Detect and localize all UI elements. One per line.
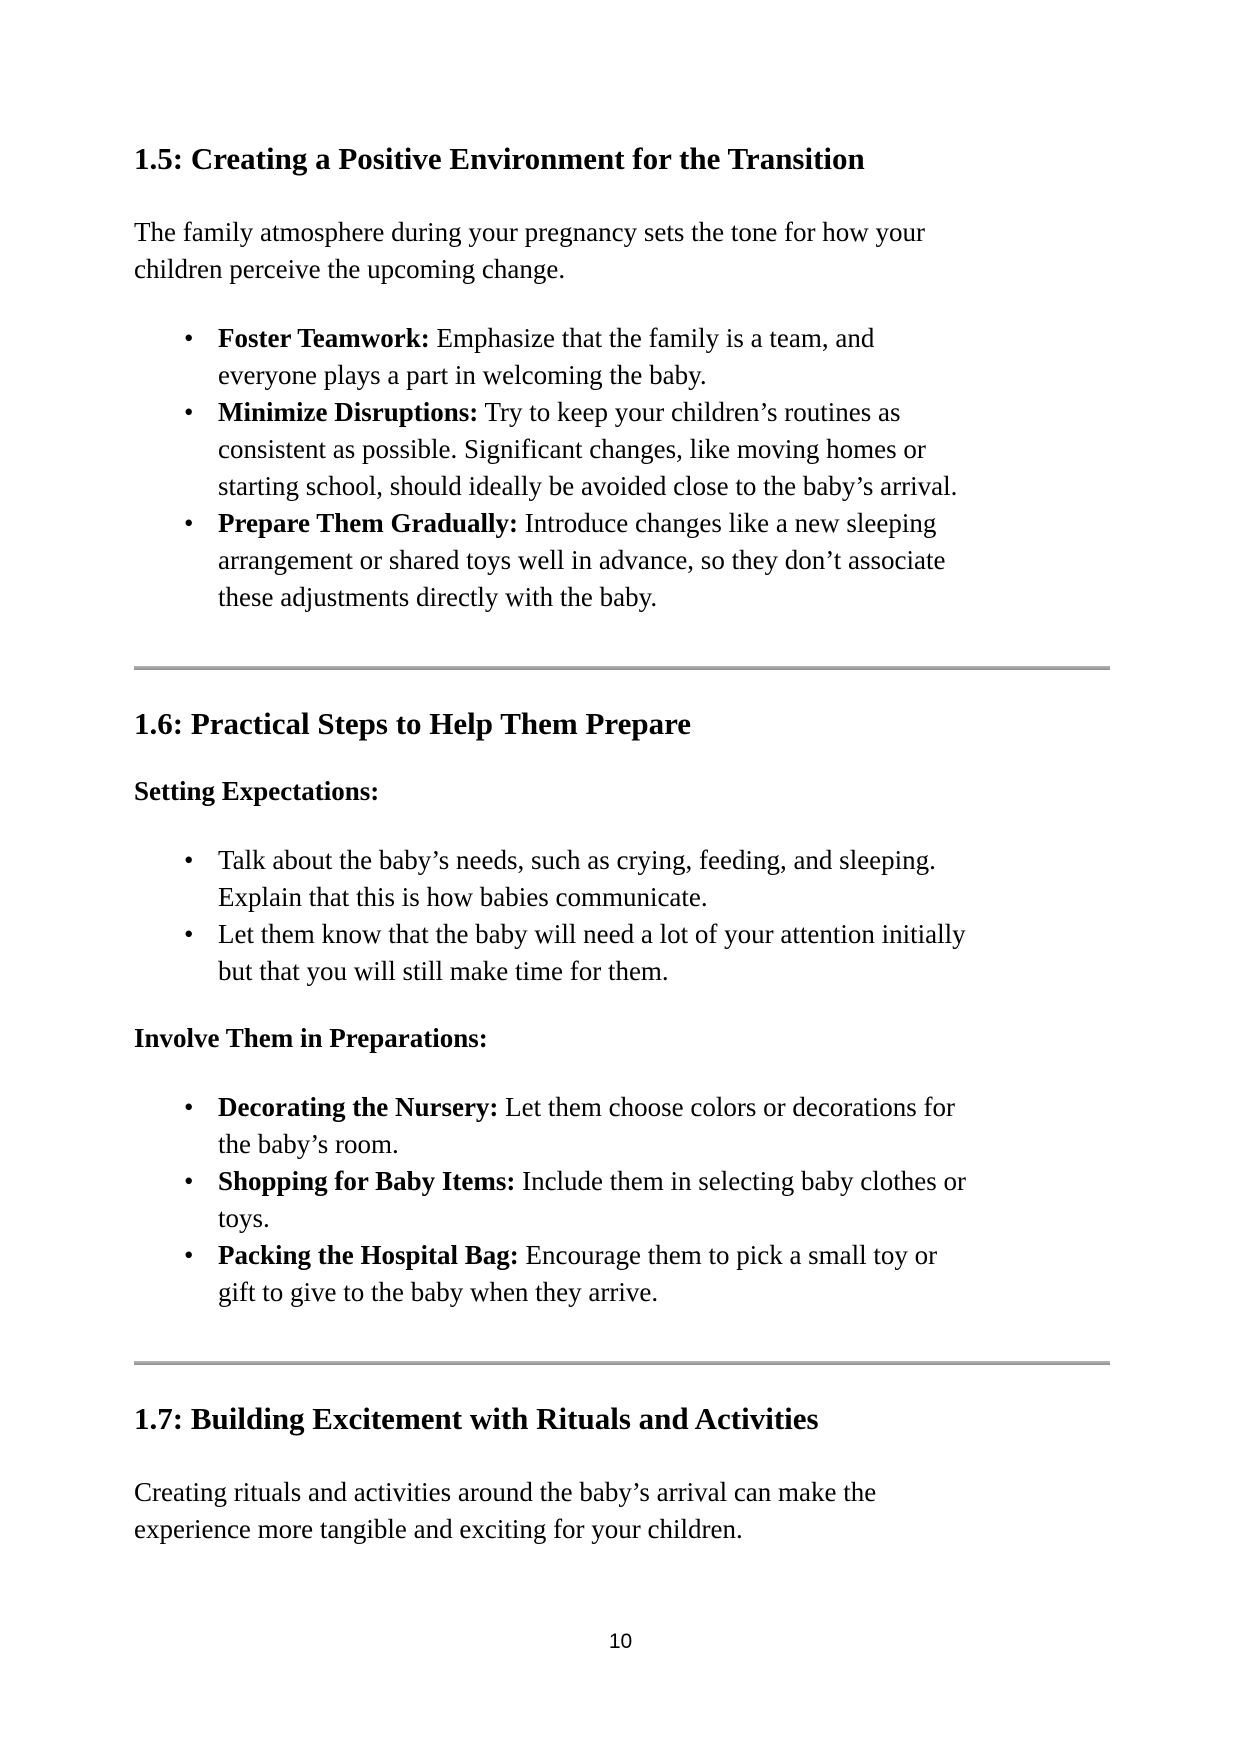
bullet-icon: • [184,508,194,538]
body-text: Let them choose colors or decorations for [498,1092,956,1122]
text-line [218,1237,1110,1274]
bold-text: Prepare Them Gradually: [218,508,518,538]
text-line [218,579,1110,616]
body-text: Talk about the baby’s needs, such as crying, feeding, and sleeping. [218,845,936,875]
body-text: the baby’s room. [218,1129,399,1159]
body-text: The family atmosphere during your pregnancy sets the tone for how your [134,217,926,247]
document-content [134,140,1110,1548]
text-line [218,916,1110,953]
list-item [134,916,1110,990]
text-line [218,1163,1110,1200]
bullet-icon: • [184,1240,194,1270]
body-text: Introduce changes like a new sleeping [518,508,937,538]
body-text: Let them know that the baby will need a lot of your attention initially [218,919,966,949]
text-line [218,505,1110,542]
list-setting-expectations [134,842,1110,990]
list-1-5 [134,320,1110,616]
body-text: Encourage them to pick a small toy or [518,1240,938,1270]
intro-paragraph-1-5 [134,214,1110,288]
intro-paragraph-1-7 [134,1474,1110,1548]
text-line [218,357,1110,394]
bullet-icon: • [184,919,194,949]
body-text: Try to keep your children’s routines as [478,397,901,427]
body-text: Include them in selecting baby clothes or [515,1166,966,1196]
text-line [134,1511,1110,1548]
body-text: toys. [218,1203,270,1233]
bullet-icon: • [184,1166,194,1196]
text-line [218,1274,1110,1311]
heading-1-7: 1.7: Building Excitement with Rituals and Activities [134,1401,819,1436]
subheading-involve-them: Involve Them in Preparations: [134,1023,488,1053]
text-line [218,953,1110,990]
body-text: Creating rituals and activities around the baby’s arrival can make the [134,1477,877,1507]
bold-text: Shopping for Baby Items: [218,1166,516,1196]
list-item [134,505,1110,616]
body-text: children perceive the upcoming change. [134,254,566,284]
body-text: experience more tangible and exciting for your children. [134,1514,743,1544]
body-text: starting school, should ideally be avoided close to the baby’s arrival. [218,471,958,501]
text-line [134,1474,1110,1511]
list-item [134,394,1110,505]
page-number: 10 [608,1630,633,1653]
heading-1-5: 1.5: Creating a Positive Environment for the Transition [134,141,865,176]
bold-text: Foster Teamwork: [218,323,430,353]
text-line [218,542,1110,579]
body-text: arrangement or shared toys well in advance, so they don’t associate [218,545,946,575]
body-text: gift to give to the baby when they arrive. [218,1277,659,1307]
body-text: everyone plays a part in welcoming the baby. [218,360,707,390]
text-line [218,394,1110,431]
body-text: but that you will still make time for them. [218,956,669,986]
body-text: consistent as possible. Significant changes, like moving homes or [218,434,926,464]
bullet-icon: • [184,397,194,427]
list-item [134,1163,1110,1237]
bullet-icon: • [184,845,194,875]
bullet-icon: • [184,323,194,353]
text-line [218,1089,1110,1126]
section-divider-1 [134,666,1110,670]
subheading-setting-expectations: Setting Expectations: [134,776,380,806]
text-line [218,468,1110,505]
page-footer [0,1630,1241,1654]
heading-1-6: 1.6: Practical Steps to Help Them Prepare [134,706,692,741]
list-item [134,320,1110,394]
list-item [134,1089,1110,1163]
body-text: Explain that this is how babies communicate. [218,882,708,912]
body-text: these adjustments directly with the baby. [218,582,658,612]
text-line [218,320,1110,357]
text-line [218,1200,1110,1237]
list-item [134,842,1110,916]
text-line [218,431,1110,468]
text-line [218,842,1110,879]
list-involve-them [134,1089,1110,1311]
text-line [218,1126,1110,1163]
text-line [134,214,1110,251]
bold-text: Decorating the Nursery: [218,1092,499,1122]
section-divider-2 [134,1361,1110,1365]
text-line [218,879,1110,916]
bullet-icon: • [184,1092,194,1122]
list-item [134,1237,1110,1311]
bold-text: Packing the Hospital Bag: [218,1240,519,1270]
bold-text: Minimize Disruptions: [218,397,479,427]
body-text: Emphasize that the family is a team, and [429,323,875,353]
text-line [134,251,1110,288]
